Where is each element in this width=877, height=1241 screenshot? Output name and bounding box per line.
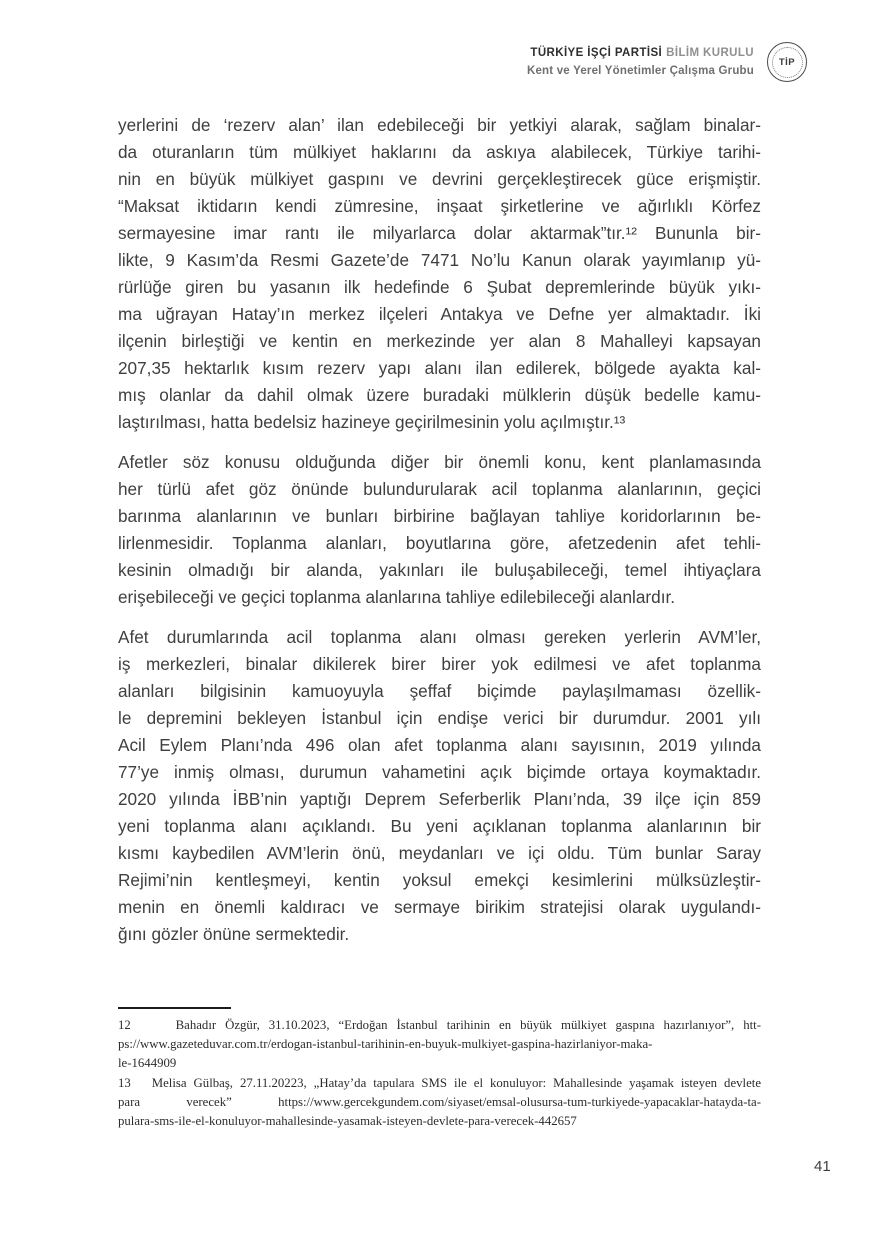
header-subtitle: Kent ve Yerel Yönetimler Çalışma Grubu — [526, 65, 754, 77]
text-line: her türlü afet göz önünde bulundurularak acil toplanma alanlarının, geçici — [118, 479, 761, 499]
text-line: yeni toplanma alanı açıklandı. Bu yeni açıklanan toplanma alanlarının bir — [118, 816, 761, 836]
text-line: ilçenin birleştiği ve kentin en merkezinde yer alan 8 Mahalleyi kapsayan — [118, 331, 761, 351]
text-line: laştırılması, hatta bedelsiz hazineye geçirilmesinin yolu açılmıştır.¹³ — [118, 412, 626, 432]
text-line: erişebileceği ve geçici toplanma alanlarına tahliye edilebileceği alanlardır. — [118, 587, 676, 607]
text-line: mış olanlar da dahil olmak üzere buradaki mülklerin düşük bedelle kamu- — [118, 385, 761, 405]
text-line: lirlenmesidir. Toplanma alanları, boyutlarına göre, afetzedenin afet tehli- — [118, 533, 761, 553]
text-line: da oturanların tüm mülkiyet haklarını da askıya alabilecek, Türkiye tarihi- — [118, 142, 761, 162]
paragraph — [118, 449, 761, 611]
footnote — [118, 1016, 761, 1072]
footnote-line: 12 Bahadır Özgür, 31.10.2023, “Erdoğan İstanbul tarihinin en büyük mülkiyet gaspına hazırlanıyor”, htt- — [118, 1018, 761, 1032]
text-line: “Maksat iktidarın kendi zümresine, inşaat şirketlerine ve ağırlıklı Körfez — [118, 196, 761, 216]
text-line: nin en büyük mülkiyet gaspını ve devrini gerçekleştirecek güce erişmiştir. — [118, 169, 761, 189]
footnotes — [118, 1016, 761, 1133]
text-line: barınma alanlarının ve bunları birbirine bağlayan tahliye koridorlarının be- — [118, 506, 761, 526]
footnote-line: pulara-sms-ile-el-konuluyor-mahallesinde-yasamak-isteyen-devlete-para-verecek-442657 — [118, 1113, 577, 1128]
footnote-line: para verecek” https://www.gercekgundem.com/siyaset/emsal-olusursa-tum-turkiyede-yapacaklar-hatayda-ta- — [118, 1095, 761, 1110]
text-line: ma uğrayan Hatay’ın merkez ilçeleri Antakya ve Defne yer almaktadır. İki — [118, 304, 761, 324]
paragraph — [118, 112, 761, 436]
text-line: likte, 9 Kasım’da Resmi Gazete’de 7471 No’lu Kanun olarak yayımlanıp yü- — [118, 250, 761, 270]
text-line: rürlüğe giren bu yasanın ilk hedefinde 6 Şubat depremlerinde büyük yıkı- — [118, 277, 761, 297]
text-line: 2020 yılında İBB’nin yaptığı Deprem Seferberlik Planı’nda, 39 ilçe için 859 — [118, 789, 761, 809]
body-text — [118, 112, 761, 961]
header-title-light: BİLİM KURULU — [666, 47, 754, 59]
text-line: Acil Eylem Planı’nda 496 olan afet toplanma alanı sayısının, 2019 yılında — [118, 735, 761, 755]
text-line: le depremini bekleyen İstanbul için endişe verici bir durumdur. 2001 yılı — [118, 708, 761, 728]
text-line: menin en önemli kaldıracı ve sermaye birikim stratejisi olarak uygulandı- — [118, 897, 761, 917]
tip-logo-label: TİP — [772, 47, 803, 78]
text-line: iş merkezleri, binalar dikilerek birer birer yok edilmesi ve afet toplanma — [118, 654, 761, 674]
text-line: kısmı kaybedilen AVM’lerin önü, meydanları ve içi oldu. Tüm bunlar Saray — [118, 843, 761, 863]
header-title-bold: TÜRKİYE İŞÇİ PARTİSİ — [530, 47, 663, 59]
text-line: Rejimi’nin kentleşmeyi, kentin yoksul emekçi kesimlerini mülksüzleştir- — [118, 870, 761, 890]
text-line: 77’ye inmiş olması, durumun vahametini açık biçimde ortaya koymaktadır. — [118, 762, 761, 782]
text-line: ğını gözler önüne sermektedir. — [118, 924, 350, 944]
text-line: Afet durumlarında acil toplanma alanı olması gereken yerlerin AVM’ler, — [118, 627, 761, 647]
page-number: 41 — [814, 1158, 831, 1175]
header-title — [527, 47, 754, 59]
header-text — [527, 47, 754, 77]
footnote-line: le-1644909 — [118, 1055, 177, 1070]
footnote-line: ps://www.gazeteduvar.com.tr/erdogan-istanbul-tarihinin-en-buyuk-mulkiyet-gaspina-hazirlaniyor-maka- — [118, 1036, 653, 1051]
paragraph — [118, 624, 761, 948]
page-header — [527, 42, 807, 82]
footnote-separator — [118, 1007, 231, 1009]
footnote — [118, 1074, 761, 1130]
text-line: 207,35 hektarlık kısım rezerv yapı alanı ilan edilerek, bölgede ayakta kal- — [118, 358, 761, 378]
text-line: Afetler söz konusu olduğunda diğer bir önemli konu, kent planlamasında — [118, 452, 761, 472]
text-line: yerlerini de ‘rezerv alan’ ilan edebileceği bir yetkiyi alarak, sağlam binalar- — [118, 115, 761, 135]
tip-logo-icon — [767, 42, 807, 82]
text-line: kesinin olmadığı bir alanda, yakınları ile buluşabileceği, temel ihtiyaçlara — [118, 560, 761, 580]
text-line: alanları bilgisinin kamuoyuyla şeffaf biçimde paylaşılmaması özellik- — [118, 681, 761, 701]
footnote-line: 13 Melisa Gülbaş, 27.11.20223, „Hatay’da tapulara SMS ile el konuluyor: Mahallesinde yaşamak isteyen devlete — [118, 1076, 761, 1091]
text-line: sermayesine imar rantı ile milyarlarca dolar aktarmak”tır.¹² Bununla bir- — [118, 223, 761, 243]
